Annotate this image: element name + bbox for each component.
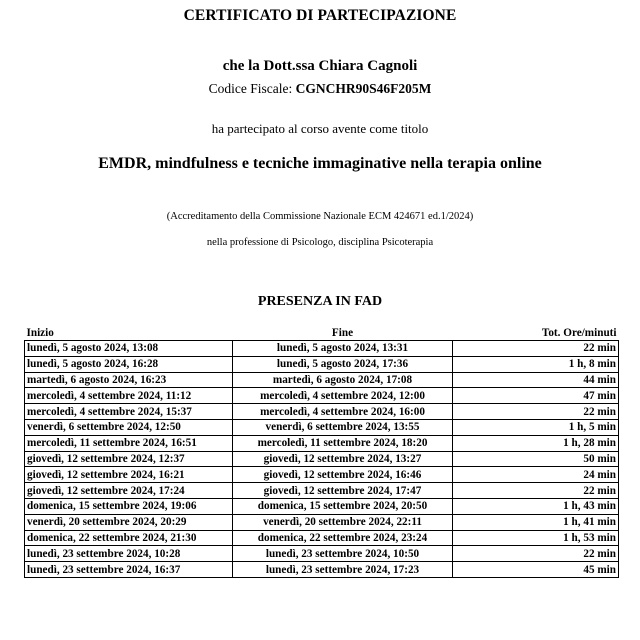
attendance-header-row (25, 325, 619, 341)
duration-cell: 24 min (453, 467, 619, 483)
start-cell: giovedì, 12 settembre 2024, 17:24 (25, 483, 233, 499)
start-cell: mercoledì, 4 settembre 2024, 15:37 (25, 404, 233, 420)
duration-cell: 1 h, 5 min (453, 419, 619, 435)
table-row (25, 562, 619, 578)
end-cell: lunedì, 23 settembre 2024, 17:23 (233, 562, 453, 578)
end-cell: giovedì, 12 settembre 2024, 13:27 (233, 451, 453, 467)
fiscal-code-value: CGNCHR90S46F205M (295, 81, 432, 96)
duration-cell: 1 h, 41 min (453, 514, 619, 530)
end-cell: lunedì, 23 settembre 2024, 10:50 (233, 546, 453, 562)
end-cell: domenica, 22 settembre 2024, 23:24 (233, 530, 453, 546)
end-cell: mercoledì, 4 settembre 2024, 16:00 (233, 404, 453, 420)
duration-cell: 1 h, 8 min (453, 356, 619, 372)
end-cell: giovedì, 12 settembre 2024, 16:46 (233, 467, 453, 483)
table-row (25, 498, 619, 514)
end-cell: mercoledì, 11 settembre 2024, 18:20 (233, 435, 453, 451)
duration-cell: 22 min (453, 341, 619, 357)
start-cell: lunedì, 5 agosto 2024, 16:28 (25, 356, 233, 372)
table-row (25, 419, 619, 435)
participation-intro: ha partecipato al corso avente come titolo (211, 121, 429, 136)
column-header-start: Inizio (25, 325, 233, 341)
start-cell: lunedì, 5 agosto 2024, 13:08 (25, 341, 233, 357)
column-header-end: Fine (233, 325, 453, 341)
start-cell: venerdì, 6 settembre 2024, 12:50 (25, 419, 233, 435)
end-cell: domenica, 15 settembre 2024, 20:50 (233, 498, 453, 514)
table-row (25, 388, 619, 404)
start-cell: domenica, 22 settembre 2024, 21:30 (25, 530, 233, 546)
duration-cell: 1 h, 53 min (453, 530, 619, 546)
end-cell: venerdì, 20 settembre 2024, 22:11 (233, 514, 453, 530)
table-row (25, 435, 619, 451)
table-row (25, 467, 619, 483)
duration-cell: 50 min (453, 451, 619, 467)
start-cell: venerdì, 20 settembre 2024, 20:29 (25, 514, 233, 530)
attendance-table-body (25, 341, 619, 578)
end-cell: lunedì, 5 agosto 2024, 13:31 (233, 341, 453, 357)
duration-cell: 22 min (453, 483, 619, 499)
start-cell: mercoledì, 11 settembre 2024, 16:51 (25, 435, 233, 451)
table-row (25, 514, 619, 530)
column-header-duration: Tot. Ore/minuti (453, 325, 619, 341)
start-cell: lunedì, 23 settembre 2024, 16:37 (25, 562, 233, 578)
duration-cell: 22 min (453, 404, 619, 420)
table-row (25, 483, 619, 499)
attendance-table (24, 325, 619, 578)
start-cell: mercoledì, 4 settembre 2024, 11:12 (25, 388, 233, 404)
fiscal-code-label: Codice Fiscale: (208, 81, 296, 96)
duration-cell: 44 min (453, 372, 619, 388)
end-cell: lunedì, 5 agosto 2024, 17:36 (233, 356, 453, 372)
recipient-line: che la Dott.ssa Chiara Cagnoli (222, 58, 418, 74)
table-row (25, 341, 619, 357)
certificate-title: CERTIFICATO DI PARTECIPAZIONE (183, 7, 457, 24)
duration-cell: 45 min (453, 562, 619, 578)
table-row (25, 546, 619, 562)
start-cell: domenica, 15 settembre 2024, 19:06 (25, 498, 233, 514)
fiscal-code-line (0, 81, 640, 97)
duration-cell: 47 min (453, 388, 619, 404)
profession-note: nella professione di Psicologo, disciplina Psicoterapia (206, 237, 434, 248)
start-cell: lunedì, 23 settembre 2024, 10:28 (25, 546, 233, 562)
duration-cell: 22 min (453, 546, 619, 562)
course-title: EMDR, mindfulness e tecniche immaginative nella terapia online (98, 155, 542, 172)
attendance-section-title: PRESENZA IN FAD (257, 294, 383, 309)
duration-cell: 1 h, 28 min (453, 435, 619, 451)
table-row (25, 404, 619, 420)
end-cell: martedì, 6 agosto 2024, 17:08 (233, 372, 453, 388)
table-row (25, 451, 619, 467)
accreditation-note: (Accreditamento della Commissione Nazionale ECM 424671 ed.1/2024) (166, 211, 474, 222)
end-cell: mercoledì, 4 settembre 2024, 12:00 (233, 388, 453, 404)
start-cell: martedì, 6 agosto 2024, 16:23 (25, 372, 233, 388)
start-cell: giovedì, 12 settembre 2024, 12:37 (25, 451, 233, 467)
table-row (25, 356, 619, 372)
end-cell: venerdì, 6 settembre 2024, 13:55 (233, 419, 453, 435)
table-row (25, 530, 619, 546)
end-cell: giovedì, 12 settembre 2024, 17:47 (233, 483, 453, 499)
duration-cell: 1 h, 43 min (453, 498, 619, 514)
start-cell: giovedì, 12 settembre 2024, 16:21 (25, 467, 233, 483)
table-row (25, 372, 619, 388)
